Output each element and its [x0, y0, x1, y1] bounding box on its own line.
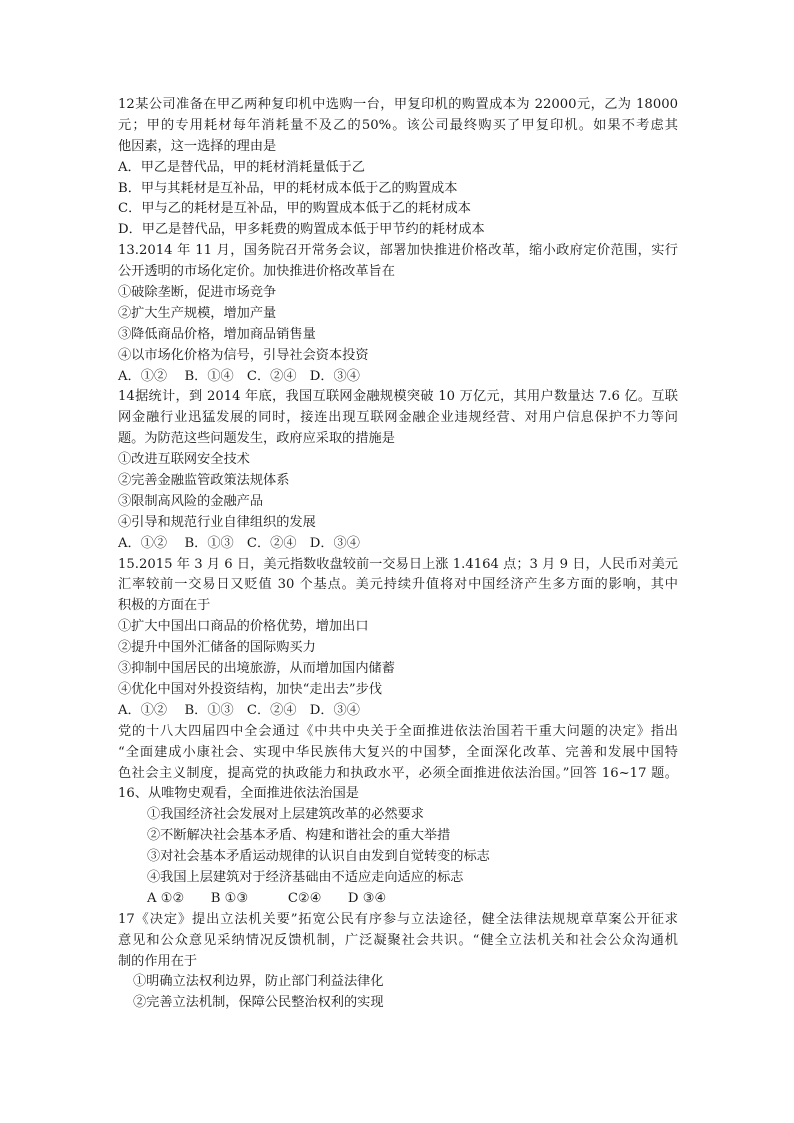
text-line: ④优化中国对外投资结构，加快“走出去”步伐	[118, 681, 383, 697]
text-line: 党的十八大四届四中全会通过《中共中央关于全面推进依法治国若干重大问题的决定》指出	[118, 723, 678, 739]
text-line: 17《决定》提出立法机关要”拓宽公民有序参与立法途径，健全法律法规规章草案公开征求	[118, 911, 678, 927]
text-line: 题。为防范这些问题发生，政府应采取的措施是	[118, 431, 395, 447]
text-line: ②提升中国外汇储备的国际购买力	[118, 640, 316, 656]
text-line: C．甲与乙的耗材是互补品，甲的购置成本低于乙的耗材成本	[118, 201, 471, 217]
text-line: 元；甲的专用耗材每年消耗量不及乙的50%。该公司最终购买了甲复印机。如果不考虑其	[118, 117, 678, 133]
text-line: ③抑制中国居民的出境旅游，从而增加国内储蓄	[118, 661, 395, 677]
text-line: 汇率较前一交易日又贬值 30 个基点。美元持续升值将对中国经济产生多方面的影响，其中	[118, 577, 678, 593]
text-line: ④我国上层建筑对于经济基础由不适应走向适应的标志	[147, 869, 464, 885]
text-line: A．甲乙是替代品，甲的耗材消耗量低于乙	[118, 159, 365, 175]
text-line: A ①② B ①③ C②④ D ③④	[147, 890, 387, 906]
text-line: ①扩大中国出口商品的价格优势，增加出口	[118, 619, 369, 635]
text-line: ③对社会基本矛盾运动规律的认识自由发到自觉转变的标志	[147, 849, 490, 865]
text-line: 制的作用在于	[118, 953, 198, 969]
text-line: ②不断解决社会基本矛盾、构建和谐社会的重大举措	[147, 828, 451, 844]
text-line: ①改进互联网安全技术	[118, 452, 250, 468]
text-line: ①我国经济社会发展对上层建筑改革的必然要求	[147, 807, 424, 823]
text-line: ④引导和规范行业自律组织的发展	[118, 514, 316, 530]
text-line: ④以市场化价格为信号，引导社会资本投资	[118, 347, 369, 363]
text-line: 色社会主义制度，提高党的执政能力和执政水平，必须全面推进依法治国。”回答 16~17 题。	[118, 765, 678, 781]
text-line: 他因素，这一选择的理由是	[118, 138, 277, 154]
text-line: 12某公司准备在甲乙两种复印机中选购一台，甲复印机的购置成本为 22000元，乙为 18000	[118, 97, 678, 112]
text-line: A．①② B．①③ C．②④ D．③④	[118, 702, 360, 718]
text-line: 14据统计，到 2014 年底，我国互联网金融规模突破 10 万亿元，其用户数量达 7.6 亿。互联	[118, 389, 678, 405]
exam-document	[118, 95, 678, 1014]
text-line: 13.2014 年 11 月，国务院召开常务会议，部署加快推进价格改革，缩小政府定价范围，实行	[118, 243, 678, 259]
text-line: ②扩大生产规模，增加产量	[118, 305, 277, 321]
text-line: 16、从唯物史观看，全面推进依法治国是	[118, 786, 359, 802]
text-line: D．甲乙是替代品，甲多耗费的购置成本低于甲节约的耗材成本	[118, 222, 485, 238]
text-line: ②完善金融监管政策法规体系	[118, 473, 290, 489]
text-line: ③限制高风险的金融产品	[118, 493, 264, 509]
text-line: ①明确立法权利边界，防止部门利益法律化	[133, 974, 384, 990]
text-line: 意见和公众意见采纳情况反馈机制，广泛凝聚社会共识。“健全立法机关和社会公众沟通机	[118, 932, 678, 948]
text-line: A．①② B．①④ C．②④ D．③④	[118, 368, 360, 384]
text-line: ③降低商品价格，增加商品销售量	[118, 326, 316, 342]
text-line: ②完善立法机制，保障公民整治权利的实现	[133, 995, 384, 1011]
text-line: A．①② B．①③ C．②④ D．③④	[118, 535, 360, 551]
text-line: B．甲与其耗材是互补品，甲的耗材成本低于乙的购置成本	[118, 180, 458, 196]
text-line: ①破除垄断，促进市场竞争	[118, 285, 277, 301]
text-line: 15.2015 年 3 月 6 日，美元指数收盘较前一交易日上涨 1.4164 点；3 月 9 日，人民币对美元	[118, 556, 678, 572]
text-line: 网金融行业迅猛发展的同时，接连出现互联网金融企业违规经营、对用户信息保护不力等问	[118, 410, 678, 426]
text-line: 积极的方面在于	[118, 598, 211, 614]
text-line: “全面建成小康社会、实现中华民族伟大复兴的中国梦，全面深化改革、完善和发展中国特	[118, 744, 678, 760]
text-line: 公开透明的市场化定价。加快推进价格改革旨在	[118, 264, 395, 280]
